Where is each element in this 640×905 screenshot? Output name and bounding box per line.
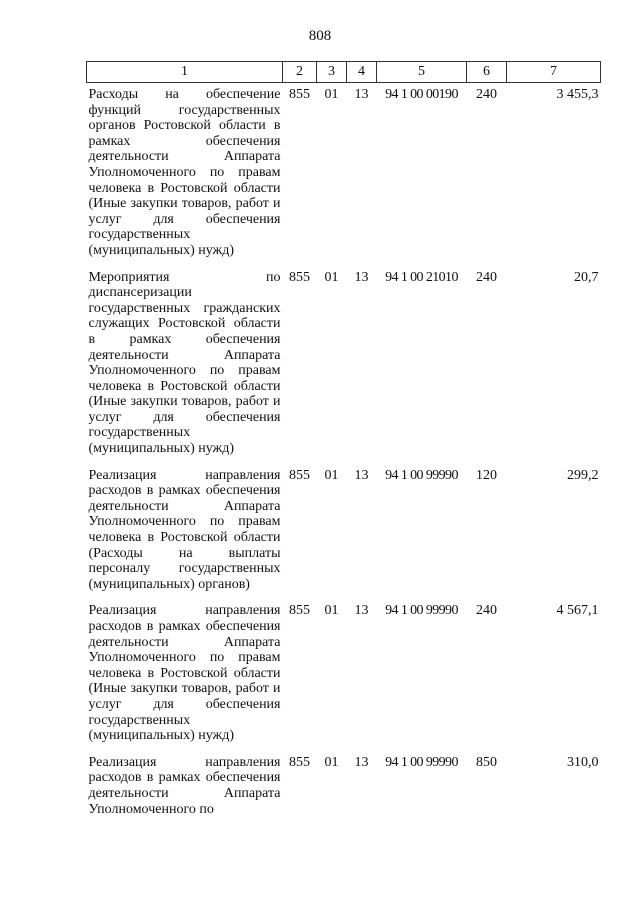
cell-target-code: 94 1 00 21010 (385, 269, 458, 285)
cell-section: 01 (324, 754, 339, 770)
cell-target-code: 94 1 00 99990 (385, 467, 458, 483)
column-header: 5 (377, 62, 467, 83)
table-header-row (87, 62, 601, 83)
cell-section: 01 (324, 87, 339, 102)
table-row (87, 599, 601, 750)
cell-amount: 299,2 (567, 467, 599, 483)
cell-amount: 3 455,3 (556, 87, 599, 102)
column-header: 3 (317, 62, 347, 83)
cell-target-code: 94 1 00 99990 (385, 603, 458, 619)
cell-expense-type: 850 (476, 754, 497, 770)
cell-grbs: 855 (289, 603, 310, 619)
cell-amount: 20,7 (574, 269, 599, 285)
column-header: 7 (507, 62, 601, 83)
row-description: Реализация направления расходов в рамках обеспечения деятельности Аппарата Уполномоченного по (88, 754, 281, 817)
cell-section: 01 (324, 269, 339, 285)
cell-amount: 310,0 (567, 754, 599, 770)
cell-subsection: 13 (354, 603, 369, 619)
cell-expense-type: 240 (476, 87, 497, 102)
row-description: Реализация направления расходов в рамках обеспечения деятельности Аппарата Уполномоченного по правам человека в Ростовской области (Расходы на выплаты персоналу государственных (муниципальных) органов) (88, 467, 281, 592)
cell-expense-type: 240 (476, 603, 497, 619)
cell-amount: 4 567,1 (556, 603, 599, 619)
cell-subsection: 13 (354, 269, 369, 285)
table-row (87, 266, 601, 464)
cell-target-code: 94 1 00 00190 (385, 87, 458, 102)
row-description: Реализация направления расходов в рамках обеспечения деятельности Аппарата Уполномоченного по правам человека в Ростовской области (Иные закупки товаров, работ и услуг для обеспечения государственных (муниципальных) нужд) (88, 603, 281, 744)
budget-table (86, 61, 601, 824)
table-row (87, 83, 601, 266)
cell-grbs: 855 (289, 269, 310, 285)
table-row (87, 751, 601, 824)
column-header: 6 (467, 62, 507, 83)
row-description: Мероприятия по диспансеризации государственных гражданских служащих Ростовской области в рамках обеспечения деятельности Аппарата Уполномоченного по правам человека в Ростовской области (Иные закупки товаров, работ и услуг для обеспечения государственных (муниципальных) нужд) (88, 269, 281, 457)
cell-grbs: 855 (289, 467, 310, 483)
cell-grbs: 855 (289, 754, 310, 770)
cell-grbs: 855 (289, 87, 310, 102)
cell-subsection: 13 (354, 87, 369, 102)
column-header: 2 (283, 62, 317, 83)
cell-section: 01 (324, 603, 339, 619)
column-header: 4 (347, 62, 377, 83)
cell-expense-type: 240 (476, 269, 497, 285)
row-description: Расходы на обеспечение функций государственных органов Ростовской области в рамках обеспечения деятельности Аппарата Уполномоченного по правам человека в Ростовской области (Иные закупки товаров, работ и услуг для обеспечения государственных (муниципальных) нужд) (88, 87, 281, 258)
cell-subsection: 13 (354, 467, 369, 483)
cell-subsection: 13 (354, 754, 369, 770)
cell-target-code: 94 1 00 99990 (385, 754, 458, 770)
cell-expense-type: 120 (476, 467, 497, 483)
table-row (87, 464, 601, 600)
column-header: 1 (87, 62, 283, 83)
cell-section: 01 (324, 467, 339, 483)
page-number: 808 (308, 28, 332, 44)
